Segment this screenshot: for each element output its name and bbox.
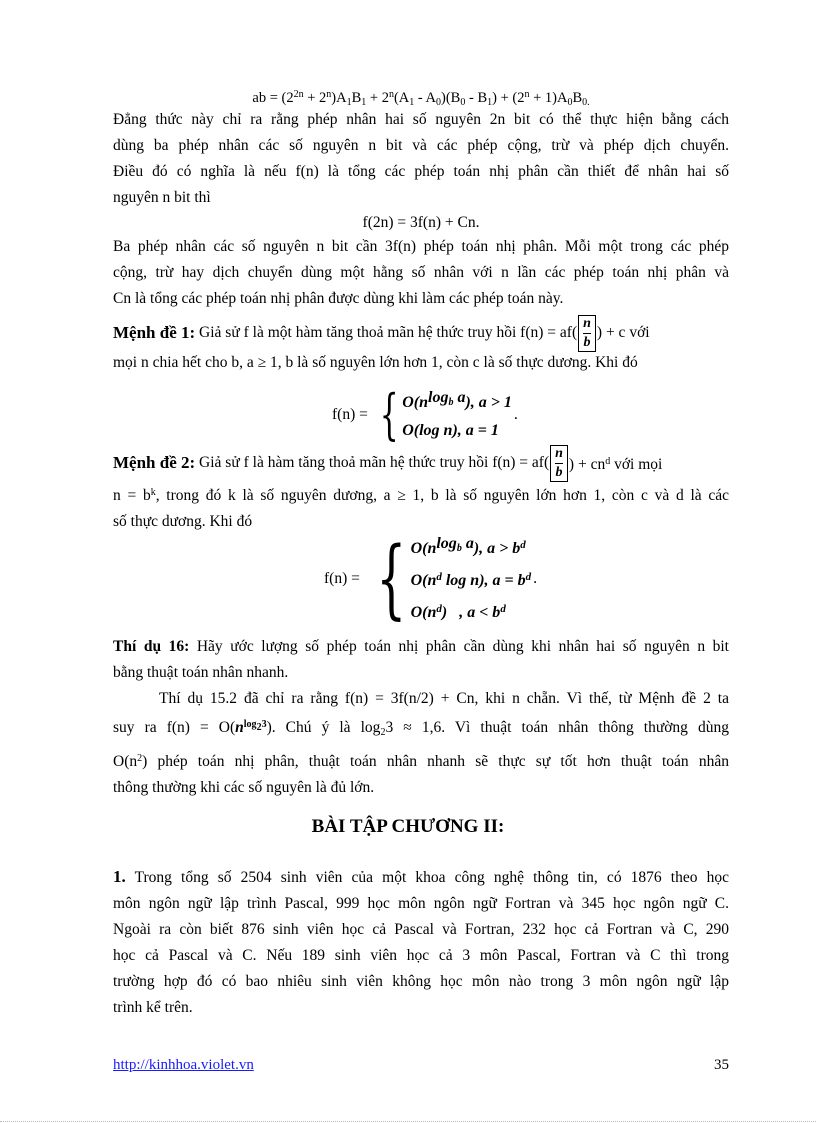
paragraph-2: Ba phép nhân các số nguyên n bit cần 3f(n) phép toán nhị phân. Mỗi một trong các phép cộng, trừ hay dịch chuyển dùng một hằng số nhân với n lần các phép toán nhị phân và Cn là tổng các phép toán nhị phân được dùng khi làm các phép toán này.: [113, 238, 729, 307]
fraction-n-over-b: $\frac{n}{b}$: [550, 445, 568, 482]
proposition-2-cases: f(n) = { $O(n^{log_b a})$, $a > b^d$ $O(n^d$ log n), $a = b^d$ $O(n^d)$ , $a < b^d$ .: [324, 528, 538, 629]
example-16: Thí dụ 16: Hãy ước lượng số phép toán nhị phân cần dùng khi nhân hai số nguyên n bit bằng thuật toán nhân nhanh. Thí dụ 15.2 đã chỉ ra rằng f(n) = 3f(n/2) + Cn, khi n chẵn. Vì thế, từ Mệnh đề 2 ta suy ra $f(n) = O(n^{log_23})$. Chú ý là $\log_23 \approx 1,6$. Vì thuật toán nhân thông thường dùng $O(n^2)$ phép toán nhị phân, thuật toán nhân nhanh sẽ thực sự tốt hơn thuật toán nhân thông thường khi các số nguyên là đủ lớn.: [113, 638, 729, 796]
equation-f2n: f(2n) = 3f(n) + Cn.: [362, 214, 480, 231]
proposition-1: Mệnh đề 1: Giả sử f là một hàm tăng thoả mãn hệ thức truy hồi f(n) = af( $\frac{n}{b}$ ) + c với mọi n chia hết cho b, a ≥ 1, b là số nguyên lớn hơn 1, còn c là số thực dương. Khi đó: [113, 315, 650, 371]
exercise-1: 1. Trong tổng số 2504 sinh viên của một khoa công nghệ thông tin, có 1876 theo học môn ngôn ngữ lập trình Pascal, 999 học môn ngôn ngữ Fortran và 345 học ngôn ngữ C. Ngoài ra còn biết 876 sinh viên học cả Pascal và Fortran, 232 học cả Fortran và C, 290 học cả Pascal và C. Nếu 189 sinh viên học cả 3 môn Pascal, Fortran và C thì trong trường hợp đó có bao nhiêu sinh viên không học môn nào trong 3 môn ngôn ngữ lập trình kể trên.: [113, 867, 729, 1016]
formula-ab: ab = $(2^{2n} + 2^n)A_1B_1 + 2^n(A_1 - A_0)(B_0 - B_1) + (2^n + 1)A_0B_{0.}$: [252, 89, 590, 108]
page-bottom-divider: [0, 1121, 816, 1122]
proposition-1-label: Mệnh đề 1:: [113, 323, 196, 342]
exercise-number: 1.: [113, 867, 126, 886]
paragraph-1: Đẳng thức này chỉ ra rằng phép nhân hai số nguyên 2n bit có thể thực hiện bằng cách dùng ba phép nhân các số nguyên n bit và các phép cộng, trừ và phép dịch chuyển. Điều đó có nghĩa là nếu f(n) là tổng các phép toán nhị phân cần thiết để nhân hai số nguyên n bit thì: [113, 111, 729, 206]
proposition-2-label: Mệnh đề 2:: [113, 453, 196, 472]
example-16-label: Thí dụ 16:: [113, 638, 190, 655]
left-brace: {: [379, 382, 399, 446]
proposition-2: Mệnh đề 2: Giả sử f là hàm tăng thoả mãn hệ thức truy hồi f(n) = af( $\frac{n}{b}$ ) + $cn^d$ với mọi $n = b^k$, trong đó k là số nguyên dương, a ≥ 1, b là số nguyên lớn hơn 1, còn c và d là các số thực dương. Khi đó: [113, 445, 729, 530]
footer-link[interactable]: http://kinhhoa.violet.vn: [113, 1057, 254, 1073]
footer: [113, 1057, 729, 1074]
proposition-1-cases: f(n) = { $O(n^{log_b a})$, a > 1 O(log n), a = 1 .: [332, 382, 518, 446]
left-brace: {: [376, 528, 407, 629]
section-title: BÀI TẬP CHƯƠNG II:: [311, 816, 505, 837]
fraction-n-over-b: $\frac{n}{b}$: [578, 315, 596, 352]
page-number: 35: [714, 1057, 729, 1073]
